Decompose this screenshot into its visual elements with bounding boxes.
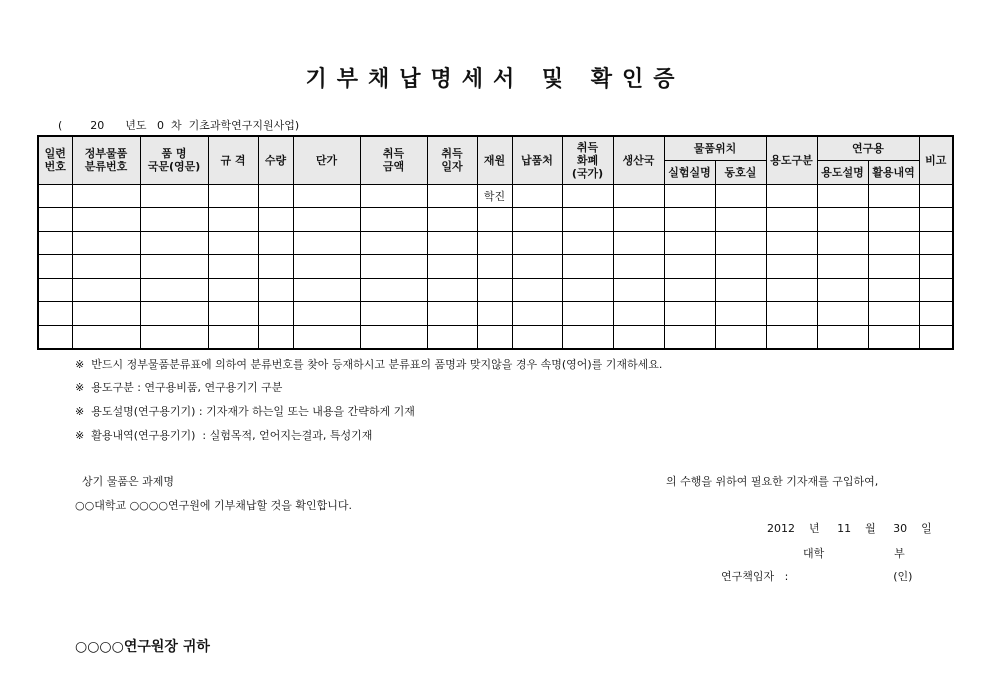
table-cell — [140, 278, 208, 302]
table-cell — [562, 208, 613, 232]
header-origin: 생산국 — [613, 136, 664, 184]
table-cell — [817, 255, 868, 279]
header-research-use: 연구용 — [817, 136, 919, 160]
table-cell — [360, 231, 427, 255]
table-cell — [715, 255, 766, 279]
table-cell — [38, 255, 72, 279]
table-cell — [38, 208, 72, 232]
header-usage-desc: 용도설명 — [817, 160, 868, 184]
table-row — [38, 325, 953, 349]
table-cell — [766, 325, 817, 349]
table-cell: 학진 — [477, 184, 512, 208]
table-cell — [140, 184, 208, 208]
table-cell — [208, 231, 258, 255]
table-cell — [664, 325, 715, 349]
table-cell — [562, 255, 613, 279]
note-3: ※ 용도설명(연구용기기) : 기자재가 하는일 또는 내용을 간략하게 기재 — [75, 405, 415, 418]
addressee: ○○○○연구원장 귀하 — [75, 639, 210, 655]
header-supplier: 납품처 — [512, 136, 562, 184]
header-item-name-bottom: 국문(영문) — [147, 160, 201, 174]
note-1: ※ 반드시 정부물품분류표에 의하여 분류번호를 찾아 등재하시고 분류표의 품명과 맞지않을 경우 속명(영어)를 기재하세요. — [75, 358, 663, 371]
table-cell — [258, 325, 293, 349]
table-cell — [919, 302, 953, 326]
table-row — [38, 208, 953, 232]
header-lab-room: 실험실명 — [664, 160, 715, 184]
table-cell — [72, 325, 140, 349]
table-cell — [817, 278, 868, 302]
table-cell — [72, 184, 140, 208]
table-cell — [427, 302, 477, 326]
header-acq-date: 취득 일자 — [427, 136, 477, 184]
header-usage-type: 용도구분 — [766, 136, 817, 184]
table-cell — [817, 184, 868, 208]
table-cell — [512, 208, 562, 232]
table-cell — [562, 325, 613, 349]
table-cell — [477, 208, 512, 232]
table-cell — [140, 302, 208, 326]
table-cell — [562, 302, 613, 326]
table-cell — [919, 231, 953, 255]
header-qty: 수량 — [258, 136, 293, 184]
table-cell — [613, 184, 664, 208]
table-cell — [140, 325, 208, 349]
table-row — [38, 278, 953, 302]
table-cell — [715, 302, 766, 326]
table-cell — [817, 325, 868, 349]
table-cell — [258, 278, 293, 302]
table-cell — [613, 325, 664, 349]
table-cell — [715, 325, 766, 349]
header-spec: 규 격 — [208, 136, 258, 184]
table-cell — [613, 231, 664, 255]
table-row — [38, 255, 953, 279]
statement-left: 상기 물품은 과제명 — [82, 475, 175, 488]
table-cell — [38, 184, 72, 208]
table-cell — [427, 278, 477, 302]
table-cell — [512, 278, 562, 302]
table-cell — [919, 208, 953, 232]
table-cell — [72, 255, 140, 279]
header-gov-class: 정부물품 분류번호 — [72, 136, 140, 184]
table-cell — [360, 325, 427, 349]
table-cell — [766, 278, 817, 302]
table-cell — [427, 325, 477, 349]
table-cell — [919, 278, 953, 302]
table-cell — [477, 302, 512, 326]
table-cell — [613, 208, 664, 232]
table-cell — [868, 278, 919, 302]
table-cell — [208, 302, 258, 326]
header-remarks: 비고 — [919, 136, 953, 184]
header-unit-price: 단가 — [293, 136, 360, 184]
table-cell — [664, 184, 715, 208]
signer-line: 연구책임자 : (인) — [721, 570, 913, 583]
header-location: 물품위치 — [664, 136, 766, 160]
table-cell — [360, 184, 427, 208]
table-cell — [293, 325, 360, 349]
header-building: 동호실 — [715, 160, 766, 184]
note-4: ※ 활용내역(연구용기기) : 실험목적, 얻어지는결과, 특성기재 — [75, 429, 373, 442]
document-title: 기부채납명세서 및 확인증 — [305, 67, 685, 92]
table-row — [38, 302, 953, 326]
table-cell — [72, 208, 140, 232]
table-cell — [613, 278, 664, 302]
table-cell — [715, 184, 766, 208]
table-cell — [140, 231, 208, 255]
header-acq-amount: 취득 금액 — [360, 136, 427, 184]
table-cell — [664, 302, 715, 326]
table-cell — [868, 302, 919, 326]
header-item-name-top: 품 명 — [161, 147, 187, 161]
table-cell — [427, 255, 477, 279]
table-cell — [919, 184, 953, 208]
table-cell — [512, 255, 562, 279]
table-cell — [477, 255, 512, 279]
table-cell — [258, 231, 293, 255]
table-cell — [715, 231, 766, 255]
table-cell — [258, 184, 293, 208]
table-cell — [258, 208, 293, 232]
table-cell — [293, 302, 360, 326]
table-cell — [562, 231, 613, 255]
table-cell — [766, 184, 817, 208]
table-cell — [613, 255, 664, 279]
table-cell — [664, 231, 715, 255]
table-cell — [140, 208, 208, 232]
table-cell — [766, 255, 817, 279]
table-cell — [208, 255, 258, 279]
table-cell — [512, 231, 562, 255]
table-cell — [766, 208, 817, 232]
table-cell — [293, 184, 360, 208]
table-cell — [38, 231, 72, 255]
table-cell — [293, 255, 360, 279]
table-cell — [919, 255, 953, 279]
table-cell — [38, 278, 72, 302]
table-cell — [38, 302, 72, 326]
header-source: 재원 — [477, 136, 512, 184]
donation-table — [37, 135, 954, 350]
table-cell — [664, 208, 715, 232]
table-cell — [919, 325, 953, 349]
table-cell — [512, 325, 562, 349]
table-cell — [477, 231, 512, 255]
table-cell — [427, 208, 477, 232]
statement-right: 의 수행을 위하여 필요한 기자재를 구입하여, — [666, 475, 879, 488]
table-cell — [766, 302, 817, 326]
table-cell — [817, 231, 868, 255]
table-row — [38, 184, 953, 208]
table-cell — [868, 255, 919, 279]
note-2: ※ 용도구분 : 연구용비품, 연구용기기 구분 — [75, 381, 283, 394]
table-cell — [817, 302, 868, 326]
table-cell — [360, 208, 427, 232]
table-cell — [293, 231, 360, 255]
table-cell — [715, 208, 766, 232]
table-cell — [208, 325, 258, 349]
table-cell — [427, 231, 477, 255]
table-cell — [562, 278, 613, 302]
program-line: ( 20 년도 0 차 기초과학연구지원사업) — [58, 119, 300, 132]
table-cell — [512, 184, 562, 208]
header-currency: 취득 화폐 (국가) — [562, 136, 613, 184]
table-cell — [427, 184, 477, 208]
table-cell — [715, 278, 766, 302]
table-cell — [140, 255, 208, 279]
table-cell — [868, 325, 919, 349]
table-cell — [613, 302, 664, 326]
statement-line-2: ○○대학교 ○○○○연구원에 기부채납할 것을 확인합니다. — [75, 499, 352, 512]
header-item-name — [140, 136, 208, 184]
table-cell — [208, 208, 258, 232]
date-line: 2012 년 11 월 30 일 — [767, 522, 932, 535]
table-cell — [817, 208, 868, 232]
table-cell — [512, 302, 562, 326]
table-cell — [72, 302, 140, 326]
table-cell — [868, 208, 919, 232]
table-row — [38, 231, 953, 255]
table-cell — [664, 278, 715, 302]
table-cell — [208, 278, 258, 302]
header-utilization: 활용내역 — [868, 160, 919, 184]
table-cell — [664, 255, 715, 279]
table-cell — [868, 184, 919, 208]
table-cell — [258, 255, 293, 279]
dept-line: 대학 부 — [803, 547, 905, 560]
table-cell — [360, 278, 427, 302]
table-cell — [360, 255, 427, 279]
table-cell — [868, 231, 919, 255]
table-cell — [477, 278, 512, 302]
table-cell — [477, 325, 512, 349]
table-cell — [258, 302, 293, 326]
table-cell — [293, 208, 360, 232]
table-cell — [72, 231, 140, 255]
table-cell — [766, 231, 817, 255]
table-cell — [293, 278, 360, 302]
header-serial: 일련 번호 — [38, 136, 72, 184]
table-cell — [360, 302, 427, 326]
table-body — [38, 184, 953, 349]
table-cell — [38, 325, 72, 349]
table-cell — [208, 184, 258, 208]
table-cell — [562, 184, 613, 208]
table-cell — [72, 278, 140, 302]
